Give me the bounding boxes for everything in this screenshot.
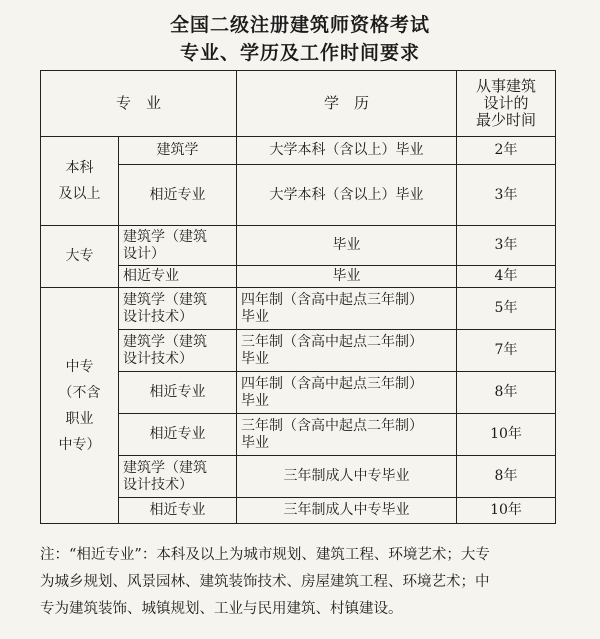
table-header-row xyxy=(41,71,556,137)
footnote-line: 注：“相近专业”：本科及以上为城市规划、建筑工程、环境艺术；大专 xyxy=(40,547,490,563)
major-line: 建筑学（建筑 xyxy=(123,333,207,350)
time-cell: 2年 xyxy=(457,137,556,165)
category-line: （不含 xyxy=(58,384,101,401)
page-subtitle: 专业、学历及工作时间要求 xyxy=(179,42,420,64)
education-line: 毕业 xyxy=(241,350,270,367)
category-line: 及以上 xyxy=(58,186,101,202)
header-major: 专 业 xyxy=(41,71,237,137)
education-line: 毕业 xyxy=(241,308,270,325)
header-time xyxy=(457,71,556,137)
table-row xyxy=(41,498,556,524)
education-cell: 毕业 xyxy=(237,226,457,266)
major-cell xyxy=(119,330,237,372)
major-cell: 建筑学 xyxy=(119,137,237,165)
time-cell: 7年 xyxy=(457,330,556,372)
header-time-line: 从事建筑 xyxy=(476,77,537,95)
category-college: 大专 xyxy=(41,226,119,288)
major-cell: 相近专业 xyxy=(119,165,237,226)
time-cell: 3年 xyxy=(457,165,556,226)
page-title: 全国二级注册建筑师资格考试 xyxy=(169,14,430,36)
time-cell: 8年 xyxy=(457,372,556,414)
education-line: 三年制（含高中起点二年制） xyxy=(241,417,424,434)
major-line: 设计） xyxy=(123,245,165,262)
major-cell: 相近专业 xyxy=(119,498,237,524)
table-row xyxy=(41,456,556,498)
major-cell: 相近专业 xyxy=(119,414,237,456)
major-cell: 相近专业 xyxy=(119,266,237,288)
major-line: 设计技术） xyxy=(123,350,193,367)
footnote xyxy=(40,542,560,623)
education-line: 四年制（含高中起点三年制） xyxy=(241,375,424,392)
time-cell: 10年 xyxy=(457,498,556,524)
education-line: 三年制（含高中起点二年制） xyxy=(241,333,424,350)
table-row xyxy=(41,165,556,226)
footnote-line: 专为建筑装饰、城镇规划、工业与民用建筑、村镇建设。 xyxy=(40,601,403,617)
table-row xyxy=(41,330,556,372)
time-cell: 10年 xyxy=(457,414,556,456)
category-line: 中专 xyxy=(65,358,94,375)
time-cell: 4年 xyxy=(457,266,556,288)
table-row xyxy=(41,266,556,288)
header-time-line: 最少时间 xyxy=(476,111,537,129)
time-cell: 8年 xyxy=(457,456,556,498)
education-cell: 三年制成人中专毕业 xyxy=(237,498,457,524)
major-cell xyxy=(119,226,237,266)
education-cell xyxy=(237,330,457,372)
education-cell: 三年制成人中专毕业 xyxy=(237,456,457,498)
major-line: 建筑学（建筑 xyxy=(123,228,207,245)
table-row xyxy=(41,372,556,414)
category-line: 中专） xyxy=(58,436,101,453)
education-cell: 大学本科（含以上）毕业 xyxy=(237,165,457,226)
table-row xyxy=(41,288,556,330)
education-line: 毕业 xyxy=(241,392,270,409)
education-line: 四年制（含高中起点三年制） xyxy=(241,291,424,308)
education-cell xyxy=(237,414,457,456)
major-cell xyxy=(119,456,237,498)
table-row xyxy=(41,137,556,165)
major-cell: 相近专业 xyxy=(119,372,237,414)
major-line: 建筑学（建筑 xyxy=(123,291,207,308)
education-cell xyxy=(237,288,457,330)
category-line: 职业 xyxy=(65,410,94,427)
category-secondary xyxy=(41,288,119,524)
major-line: 建筑学（建筑 xyxy=(123,459,207,476)
table-row xyxy=(41,414,556,456)
time-cell: 5年 xyxy=(457,288,556,330)
education-cell xyxy=(237,372,457,414)
header-education: 学 历 xyxy=(237,71,457,137)
category-bachelor xyxy=(41,137,119,226)
education-line: 毕业 xyxy=(241,434,270,451)
education-cell: 毕业 xyxy=(237,266,457,288)
table-row xyxy=(41,226,556,266)
category-line: 本科 xyxy=(65,160,94,176)
requirements-table xyxy=(40,70,556,524)
major-line: 设计技术） xyxy=(123,476,193,493)
major-cell xyxy=(119,288,237,330)
header-time-line: 设计的 xyxy=(483,94,529,112)
major-line: 设计技术） xyxy=(123,308,193,325)
time-cell: 3年 xyxy=(457,226,556,266)
footnote-line: 为城乡规划、风景园林、建筑装饰技术、房屋建筑工程、环境艺术；中 xyxy=(40,574,490,590)
education-cell: 大学本科（含以上）毕业 xyxy=(237,137,457,165)
